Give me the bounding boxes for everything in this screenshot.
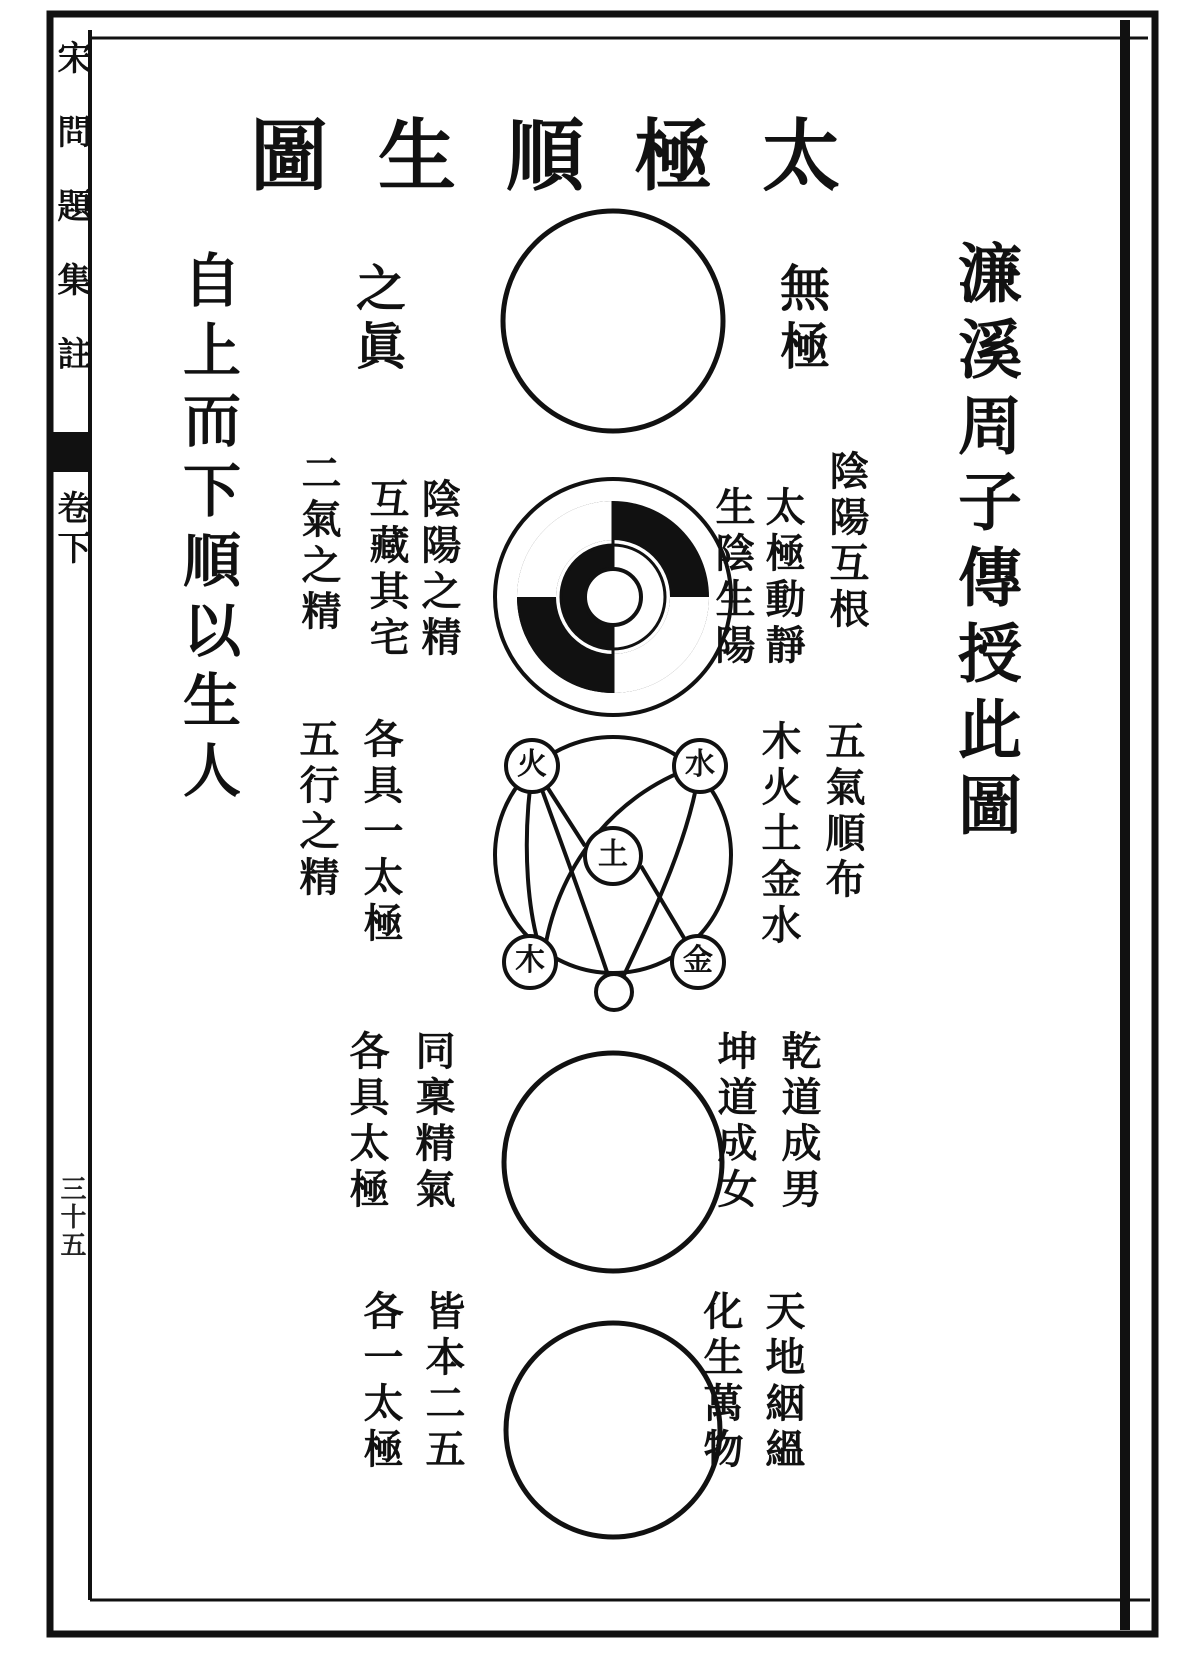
qiankun-circle — [504, 1053, 722, 1271]
five-phases-right-2: 木火土金水 — [755, 720, 802, 950]
wanwu-right-2: 化生萬物 — [697, 1290, 744, 1474]
five-phases-right-1: 五氣順布 — [819, 720, 866, 904]
wanwu-right-1: 天地絪縕 — [759, 1290, 806, 1474]
spine-folio: 三十五 — [56, 1175, 86, 1259]
five-phases-left-1: 各具一太極 — [357, 718, 404, 948]
wuji-right-label: 無極 — [772, 262, 831, 378]
yinyang-figure — [495, 479, 731, 715]
summary-line: 自上而下順以生人 — [173, 250, 241, 810]
qiankun-left-2: 各具太極 — [343, 1030, 390, 1214]
yinyang-right-2b: 生陰生陽 — [709, 486, 756, 670]
wanwu-left-2: 各一太極 — [357, 1290, 404, 1474]
yinyang-left-1b: 互藏其宅 — [363, 478, 410, 662]
wanwu-circle — [506, 1323, 720, 1537]
yinyang-left-1a: 陰陽之精 — [415, 478, 462, 662]
qiankun-right-1: 乾道成男 — [775, 1030, 822, 1214]
diagram-title: 太極順生圖 — [249, 111, 890, 202]
yinyang-left-2: 二氣之精 — [295, 452, 342, 636]
qiankun-left-1: 同稟精氣 — [409, 1030, 456, 1214]
water-label: 水 — [685, 747, 715, 782]
earth-label: 土 — [598, 837, 628, 872]
spine-book-title: 宋問題集註 — [51, 40, 91, 410]
spine-volume: 卷下 — [51, 490, 91, 570]
fire-label: 火 — [517, 747, 547, 782]
qiankun-right-2: 坤道成女 — [711, 1030, 758, 1214]
yinyang-right-1: 陰陽互根 — [823, 450, 870, 634]
wood-label: 木 — [515, 943, 545, 978]
wanwu-left-1: 皆本二五 — [419, 1290, 466, 1474]
ground-circle — [596, 974, 632, 1010]
five-phases-left-2: 五行之精 — [293, 718, 340, 902]
metal-label: 金 — [683, 943, 713, 978]
wuji-left-label: 之眞 — [348, 262, 407, 378]
spine-fishtail-mark — [52, 432, 88, 472]
wuji-circle — [503, 211, 723, 431]
attribution: 濂溪周子傳授此圖 — [947, 240, 1022, 848]
yinyang-right-2a: 太極動靜 — [759, 486, 806, 670]
